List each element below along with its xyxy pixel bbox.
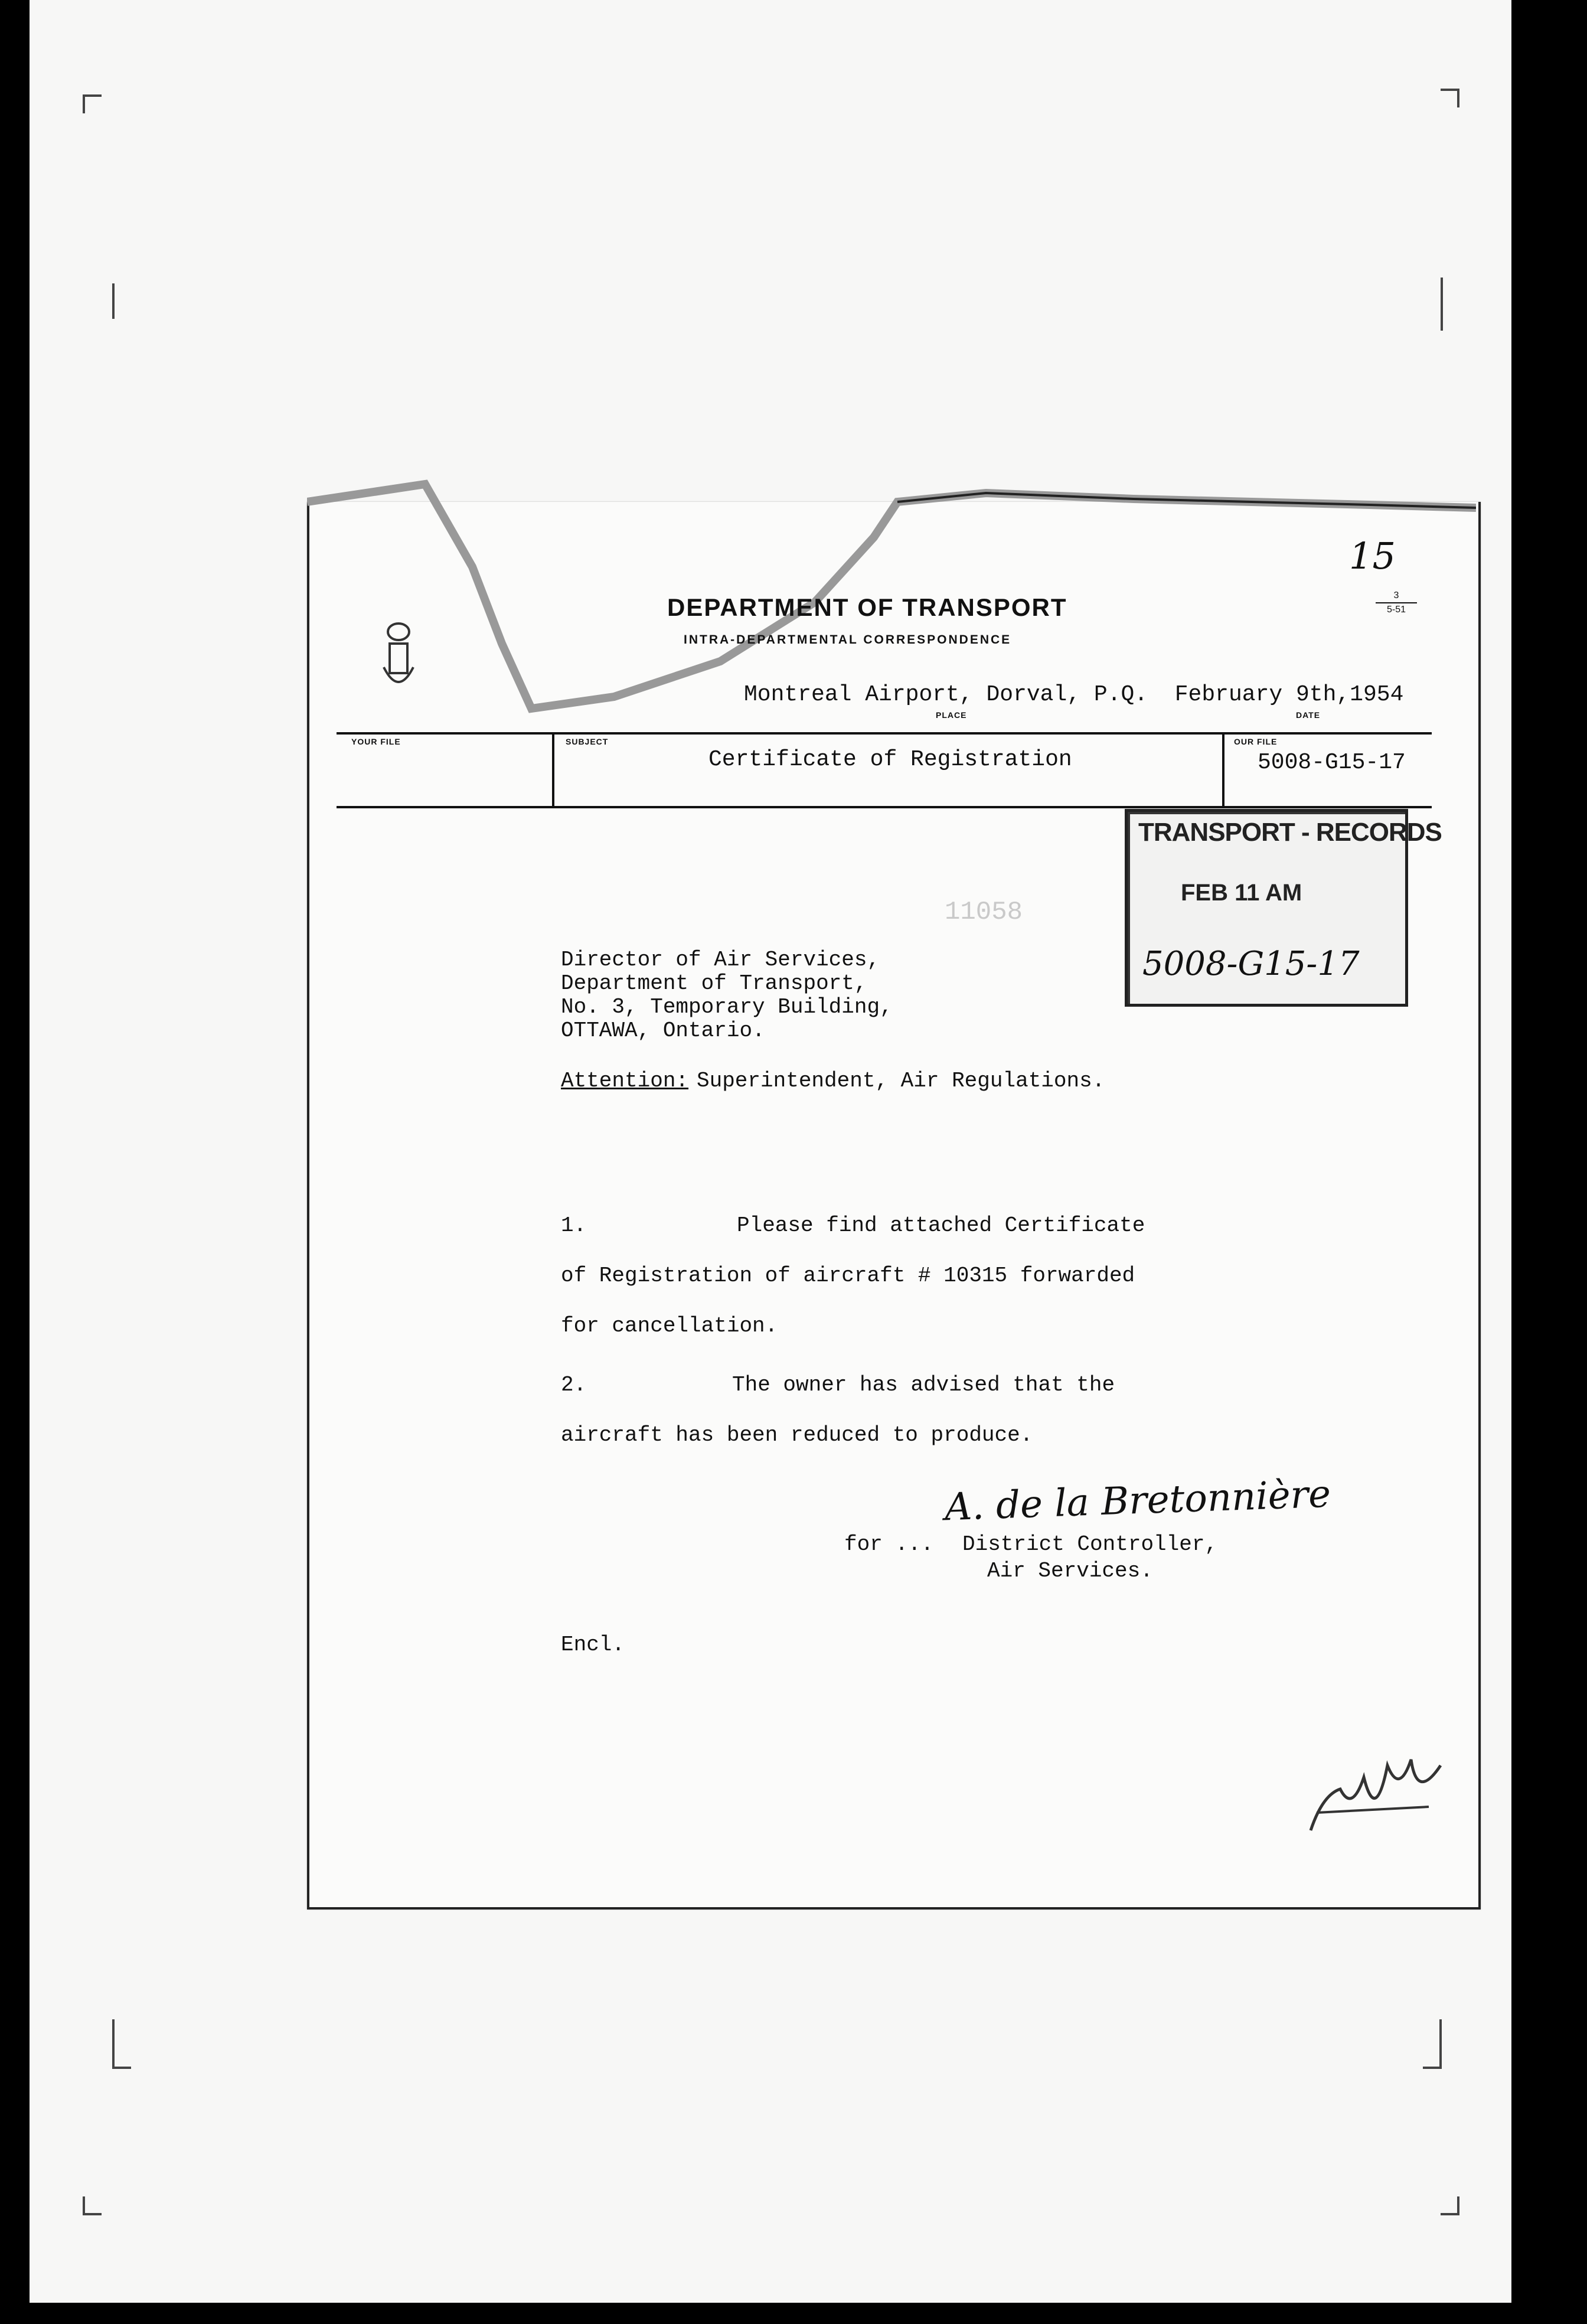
form-number-top: 3 — [1376, 590, 1417, 603]
stamp-date: FEB 11 AM — [1181, 880, 1302, 906]
enclosure-note: Encl. — [561, 1633, 625, 1657]
header-rule-bottom — [337, 806, 1432, 808]
address-line: No. 3, Temporary Building, — [561, 995, 893, 1019]
stamp-file: 5008-G15-17 — [1142, 945, 1360, 983]
place-date-line — [744, 682, 1403, 707]
crop-mark-bl2 — [83, 2196, 102, 2215]
film-edge — [1511, 0, 1587, 2324]
paragraph-line: of Registration of aircraft # 10315 forwarded — [561, 1264, 1135, 1288]
crop-mark-mr — [1429, 278, 1443, 331]
place-label: PLACE — [936, 710, 967, 720]
address-line: OTTAWA, Ontario. — [561, 1019, 765, 1043]
address-line: Department of Transport, — [561, 971, 867, 995]
header-rule-top — [337, 732, 1432, 735]
letterhead-title: DEPARTMENT OF TRANSPORT — [667, 593, 1067, 621]
header-divider-2 — [1222, 732, 1224, 808]
date-label: DATE — [1296, 710, 1321, 720]
letterhead-subtitle: INTRA-DEPARTMENTAL CORRESPONDENCE — [684, 633, 1012, 647]
crop-mark-bl — [112, 2019, 131, 2069]
handwritten-signature: A. de la Bretonnière — [943, 1472, 1332, 1530]
crop-mark-br2 — [1441, 2196, 1459, 2215]
paragraph-line: The owner has advised that the — [732, 1373, 1115, 1397]
form-number — [1376, 590, 1417, 615]
signature-title-1: District Controller, — [962, 1532, 1218, 1556]
paragraph-line: aircraft has been reduced to produce. — [561, 1423, 1033, 1447]
address-line: Director of Air Services, — [561, 948, 880, 972]
signature-title-2: Air Services. — [987, 1559, 1153, 1583]
form-number-bottom: 5-51 — [1386, 605, 1406, 615]
date-value: February 9th,1954 — [1174, 682, 1404, 707]
signature-for: for ... — [844, 1532, 934, 1556]
subject-label: SUBJECT — [566, 737, 609, 746]
crest-icon — [378, 608, 419, 697]
paragraph-number: 1. — [561, 1213, 587, 1238]
place-value: Montreal Airport, Dorval, P.Q. — [744, 682, 1148, 707]
our-file-label: OUR FILE — [1234, 737, 1278, 746]
attention-value: Superintendent, Air Regulations. — [697, 1069, 1105, 1093]
crop-mark-ml — [112, 283, 120, 319]
header-divider-1 — [552, 732, 554, 808]
paragraph-line: Please find attached Certificate — [737, 1213, 1145, 1238]
crop-mark-tl — [83, 94, 102, 113]
paragraph-number: 2. — [561, 1373, 587, 1397]
paragraph-line: for cancellation. — [561, 1314, 778, 1338]
our-file-value: 5008-G15-17 — [1258, 750, 1406, 775]
handwritten-initials — [1299, 1742, 1452, 1842]
crop-mark-tr — [1441, 89, 1459, 107]
stamp-title: TRANSPORT - RECORDS — [1138, 818, 1442, 847]
faint-registry-number: 11058 — [945, 897, 1023, 927]
page-number: 15 — [1349, 534, 1396, 577]
crop-mark-br — [1423, 2019, 1442, 2069]
subject-value: Certificate of Registration — [708, 747, 1072, 772]
your-file-label: YOUR FILE — [351, 737, 401, 746]
attention-label: Attention: — [561, 1069, 689, 1093]
